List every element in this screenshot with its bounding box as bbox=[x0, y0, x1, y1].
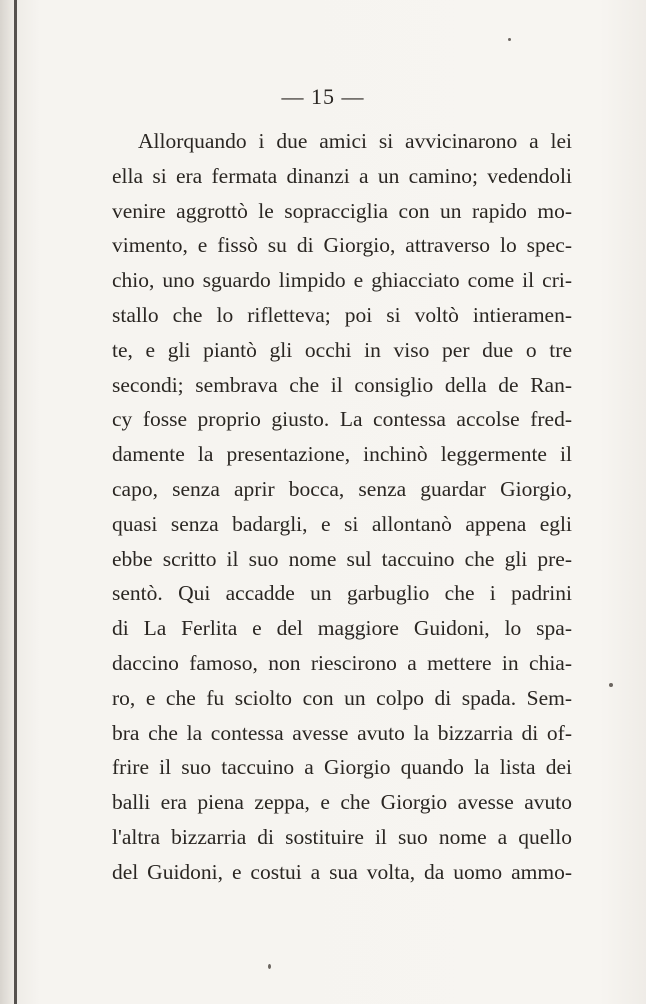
text-line: del Guidoni, e costui a sua volta, da uomo ammo- bbox=[112, 859, 572, 884]
text-line: ro, e che fu sciolto con un colpo di spada. Sem- bbox=[112, 685, 572, 710]
text-line: cy fosse proprio giusto. La contessa accolse fred- bbox=[112, 407, 572, 432]
text-line: frire il suo taccuino a Giorgio quando la lista dei bbox=[112, 755, 572, 780]
text-line: stallo che lo rifletteva; poi si voltò intieramen- bbox=[112, 302, 572, 327]
text-line: damente la presentazione, inchinò leggermente il bbox=[112, 442, 572, 467]
binding-edge bbox=[14, 0, 17, 1004]
text-line: ebbe scritto il suo nome sul taccuino che gli pre- bbox=[112, 546, 572, 571]
text-line: chio, uno sguardo limpido e ghiacciato come il cri- bbox=[112, 268, 572, 293]
page-number: — 15 — bbox=[281, 84, 365, 109]
text-line: secondi; sembrava che il consiglio della de Ran- bbox=[112, 372, 572, 397]
text-line: ella si era fermata dinanzi a un camino; vedendoli bbox=[112, 163, 572, 188]
text-line: vimento, e fissò su di Giorgio, attraverso lo spec- bbox=[112, 233, 572, 258]
paper-speck bbox=[508, 38, 511, 41]
text-line: daccino famoso, non riescirono a mettere in chia- bbox=[112, 650, 572, 675]
text-line: te, e gli piantò gli occhi in viso per due o tre bbox=[112, 337, 572, 362]
text-line: Allorquando i due amici si avvicinarono a lei bbox=[138, 129, 572, 153]
text-line: di La Ferlita e del maggiore Guidoni, lo spa- bbox=[112, 616, 572, 641]
text-line: venire aggrottò le sopracciglia con un rapido mo- bbox=[112, 198, 572, 223]
page-gutter-shadow bbox=[0, 0, 14, 1004]
text-line: capo, senza aprir bocca, senza guardar Giorgio, bbox=[112, 476, 572, 501]
text-line: bra che la contessa avesse avuto la bizzarria di of- bbox=[112, 720, 572, 745]
text-line: sentò. Qui accadde un garbuglio che i padrini bbox=[112, 581, 572, 606]
text-line: l'altra bizzarria di sostituire il suo nome a quello bbox=[112, 824, 572, 849]
body-paragraph bbox=[112, 124, 572, 890]
paper-speck bbox=[268, 964, 271, 969]
text-line: balli era piena zeppa, e che Giorgio avesse avuto bbox=[112, 790, 572, 815]
text-line: quasi senza badargli, e si allontanò appena egli bbox=[112, 511, 572, 536]
paper-speck bbox=[609, 683, 613, 687]
